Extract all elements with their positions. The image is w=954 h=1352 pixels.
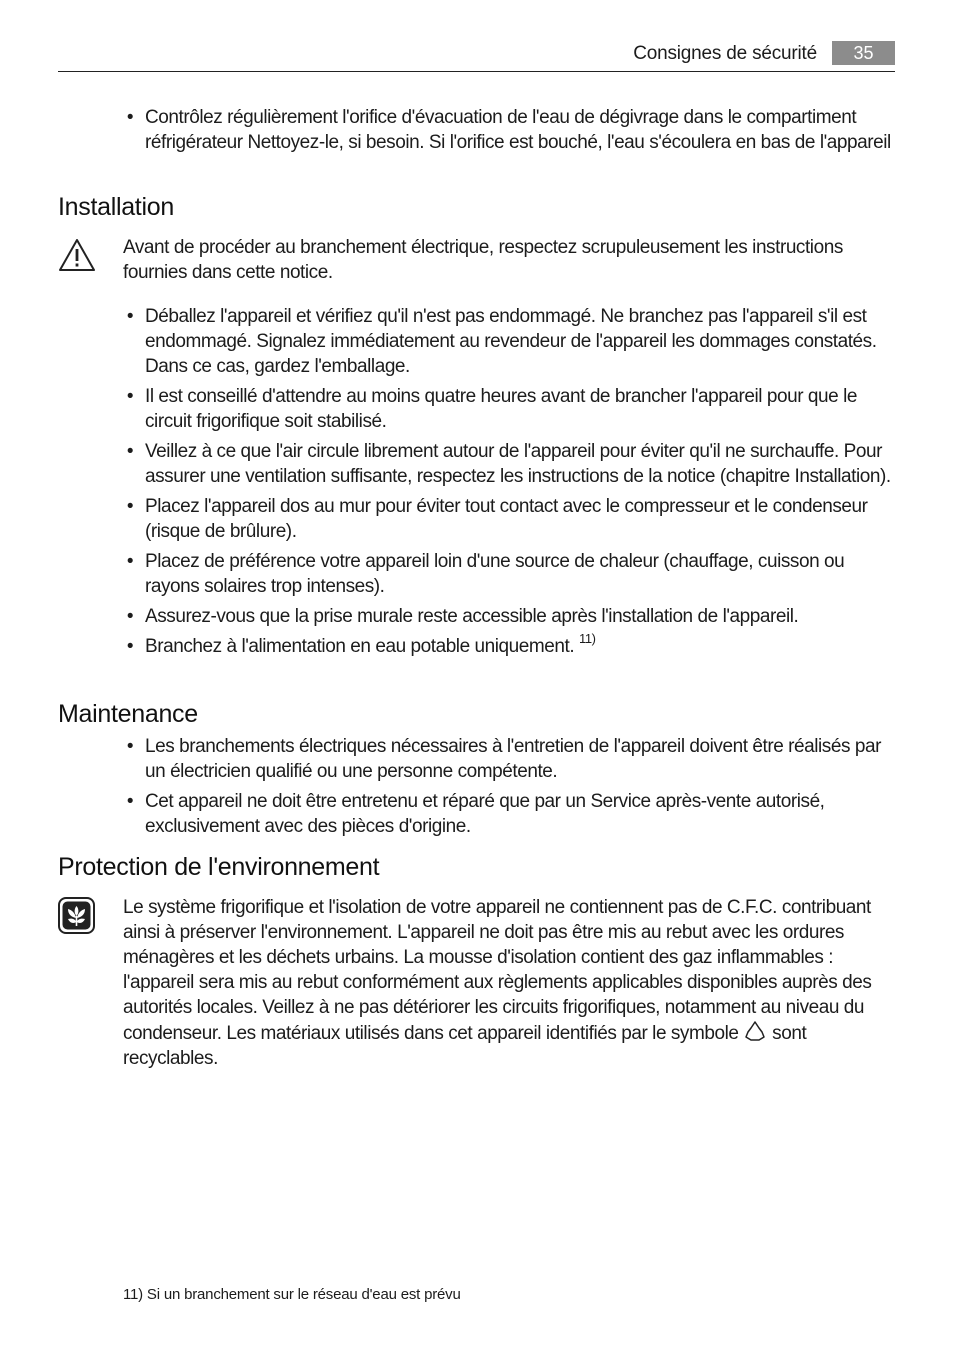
list-item: • Contrôlez régulièrement l'orifice d'évacuation de l'eau de dégivrage dans le compartiment réfrigérateur Nettoyez-le, si besoin. Si l'orifice est bouché, l'eau s'écoulera en bas de l'appareil [126, 107, 891, 153]
environment-flower-icon [58, 897, 95, 934]
list-item: • Cet appareil ne doit être entretenu et réparé que par un Service après-vente autorisé, exclusivement avec des pièces d'origine. [126, 791, 825, 837]
installation-section [58, 192, 895, 659]
list-item: • Assurez-vous que la prise murale reste accessible après l'installation de l'appareil. [126, 606, 799, 627]
footnote: 11) Si un branchement sur le réseau d'eau est prévu [123, 1286, 461, 1303]
environment-heading: Protection de l'environnement [58, 853, 380, 881]
list-item: • Branchez à l'alimentation en eau potable uniquement. $^{11)}$ [126, 631, 596, 657]
list-item: • Placez l'appareil dos au mur pour éviter tout contact avec le compresseur et le condenseur (risque de brûlure). [126, 496, 868, 542]
environment-text-end: sont recyclables. [123, 1023, 807, 1069]
footnote-ref: 11) [579, 631, 596, 646]
installation-warning-note [58, 235, 895, 285]
maintenance-section [58, 699, 895, 839]
list-item: • Déballez l'appareil et vérifiez qu'il n'est pas endommagé. Ne branchez pas l'appareil s'il est endommagé. Signalez immédiatement au revendeur de l'appareil les dommages constatés. Dans ce cas, gardez l'emballage. [126, 306, 877, 377]
page-number: 35 [832, 41, 895, 65]
environment-section [58, 852, 895, 1071]
maintenance-bullet-list [58, 734, 895, 839]
page-header [58, 40, 895, 72]
top-bullet-list [58, 105, 895, 155]
installation-heading: Installation [58, 193, 174, 221]
list-item: • Il est conseillé d'attendre au moins quatre heures avant de brancher l'appareil pour que le circuit frigorifique soit stabilisé. [126, 386, 857, 432]
environment-text: Le système frigorifique et l'isolation de votre appareil ne contiennent pas de C.F.C. contribuant ainsi à préserver l'environnement. L'appareil ne doit pas être mis au rebut avec les ordures ménagères et les déchets urbains. La mousse d'isolation contient des gaz inflammables : l'appareil sera mis au rebut conformément aux règlements applicables disponibles auprès des autorités locales. Veillez à ne pas détériorer les circuits frigorifiques, notamment au niveau du condenseur. Les matériaux utilisés dans cet appareil identifiés par le symbole [123, 897, 872, 1044]
warning-triangle-icon [58, 237, 96, 273]
installation-warning-text: Avant de procéder au branchement électrique, respectez scrupuleusement les instructions fournies dans cette notice. [123, 237, 843, 283]
installation-bullet-list [58, 304, 895, 659]
recycle-icon [744, 1020, 766, 1042]
environment-note [58, 895, 895, 1071]
list-item: • Veillez à ce que l'air circule librement autour de l'appareil pour éviter qu'il ne surchauffe. Pour assurer une ventilation suffisante, respectez les instructions de la notice (chapitre Installation). [126, 441, 891, 487]
list-item: • Les branchements électriques nécessaires à l'entretien de l'appareil doivent être réalisés par un électricien qualifié ou une personne compétente. [126, 736, 881, 782]
maintenance-heading: Maintenance [58, 700, 198, 728]
header-title: Consignes de sécurité [633, 43, 817, 64]
list-item: • Placez de préférence votre appareil loin d'une source de chaleur (chauffage, cuisson ou rayons solaires trop intenses). [126, 551, 845, 597]
